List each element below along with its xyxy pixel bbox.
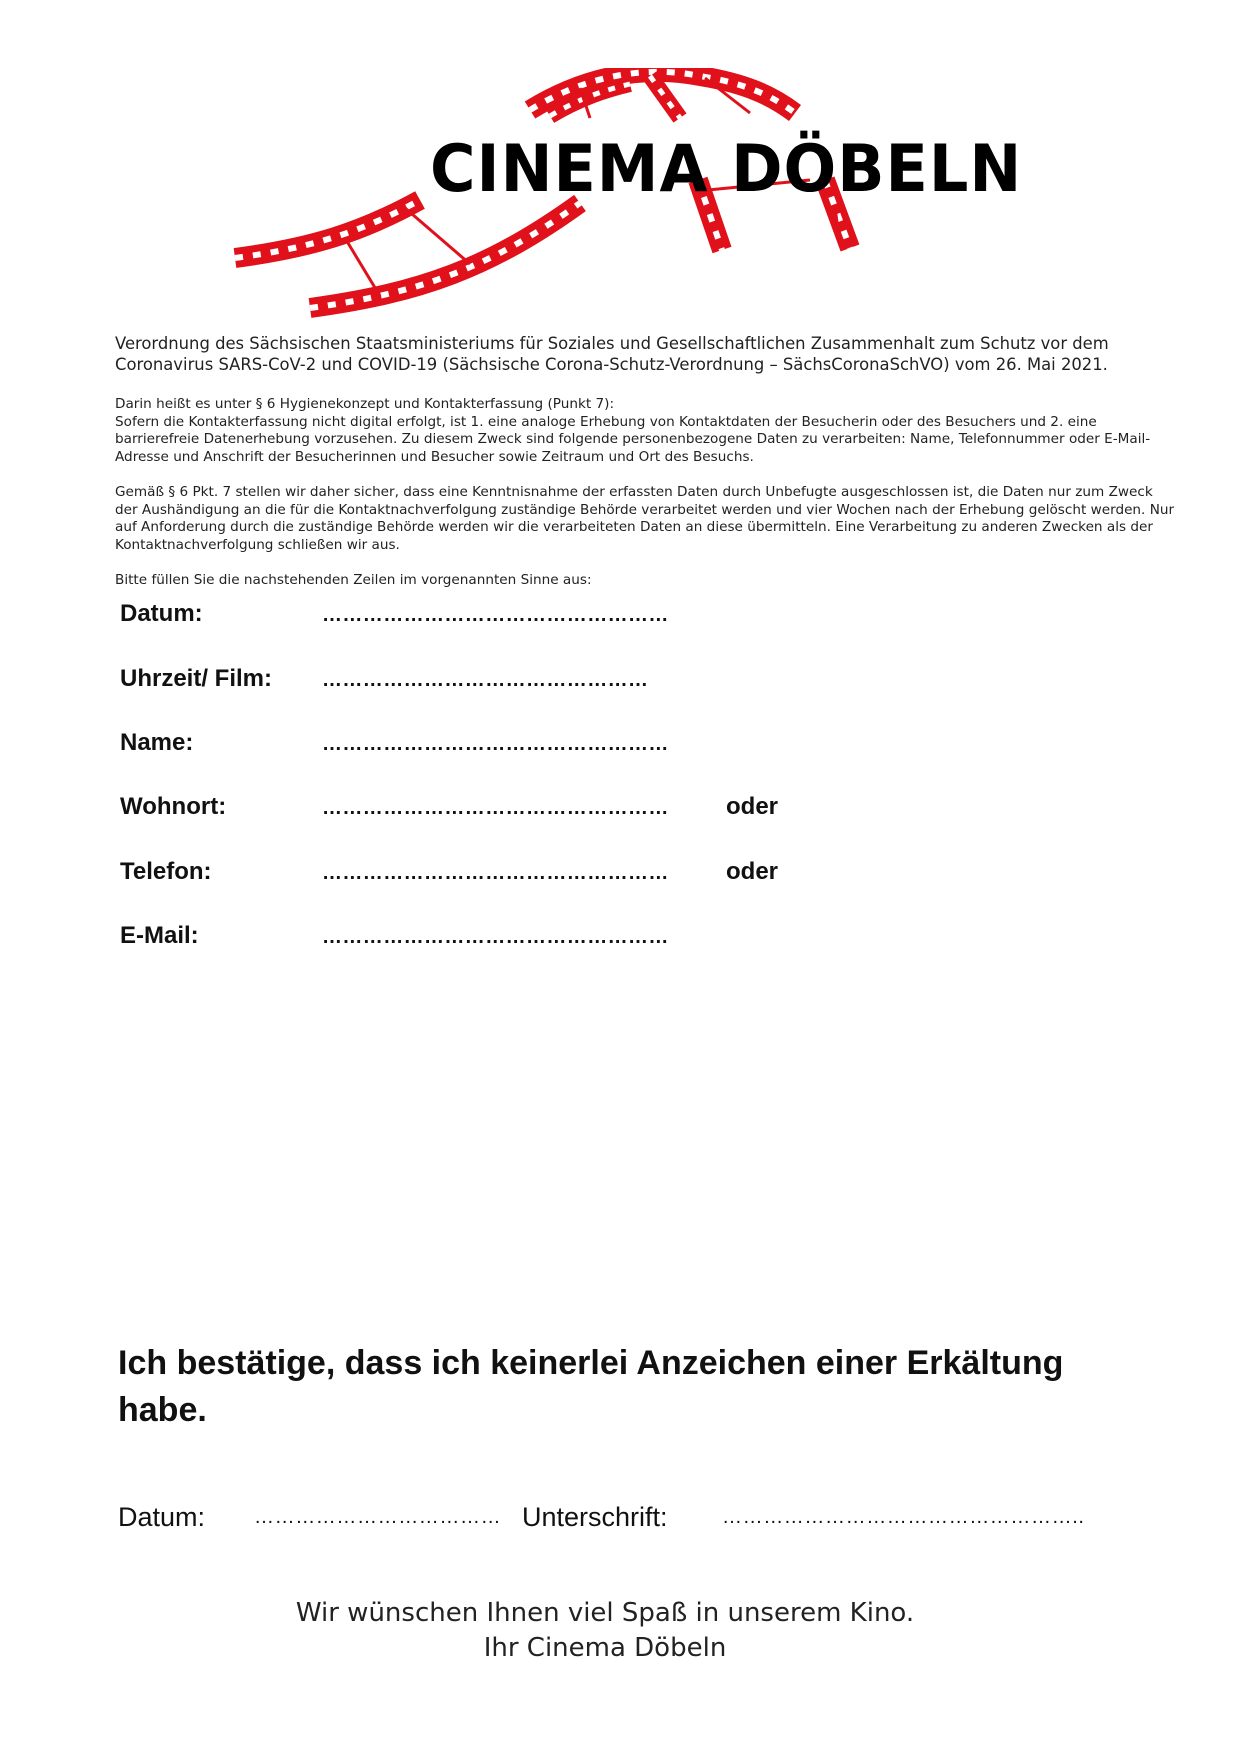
signature-label: Unterschrift:	[522, 1502, 668, 1532]
signature-line[interactable]: ……………………………………………..	[722, 1506, 1085, 1528]
closing-line-1: Wir wünschen Ihnen viel Spaß in unserem Kino.	[295, 1598, 915, 1628]
paragraph-instruction: Bitte füllen Sie die nachstehenden Zeilen im vorgenannten Sinne aus:	[115, 572, 592, 588]
field-label-uhrzeit-film: Uhrzeit/ Film:	[120, 665, 273, 692]
field-label-wohnort: Wohnort:	[120, 793, 227, 820]
logo-title: CINEMA DÖBELN	[430, 130, 1023, 207]
field-label-datum: Datum:	[120, 600, 203, 627]
field-or-telefon: oder	[726, 858, 779, 885]
closing-line-2: Ihr Cinema Döbeln	[483, 1633, 727, 1663]
field-line-datum[interactable]: ……………………………………………	[322, 604, 669, 626]
signature-date-label: Datum:	[118, 1502, 206, 1532]
intro-text: Verordnung des Sächsischen Staatsministeriums für Soziales und Gesellschaftlichen Zusammenhalt zum Schutz vor dem Coronavirus SARS-CoV-2 und COVID-19 (Sächsische Corona-Schutz-Verordnung – SächsCoronaSchVO) vom 26. Mai 2021.	[115, 334, 1109, 374]
cinema-logo	[230, 68, 1023, 330]
field-line-wohnort[interactable]: ……………………………………………	[322, 797, 669, 819]
field-line-email[interactable]: ……………………………………………	[322, 926, 669, 948]
field-line-telefon[interactable]: ……………………………………………	[322, 862, 669, 884]
paragraph-hygiene	[115, 396, 1175, 466]
field-label-telefon: Telefon:	[120, 858, 212, 885]
signature-date-line[interactable]: ………………………………	[254, 1506, 502, 1528]
field-label-email: E-Mail:	[120, 922, 199, 949]
field-or-wohnort: oder	[726, 793, 779, 820]
paragraph-hygiene-body: Sofern die Kontakterfassung nicht digital erfolgt, ist 1. eine analoge Erhebung von Kontaktdaten der Besucherin oder des Besuchers und 2. eine barrierefreie Datenerhebung vorzusehen. Zu diesem Zweck sind folgende personenbezogene Daten zu verarbeiten: Name, Telefonnummer oder E-Mail-Adresse und Anschrift der Besucherinnen und Besucher sowie Zeitraum und Ort des Besuchs.	[115, 413, 1151, 465]
paragraph-hygiene-heading: Darin heißt es unter § 6 Hygienekonzept und Kontakterfassung (Punkt 7):	[115, 396, 615, 412]
field-line-uhrzeit-film[interactable]: …………………………………………	[322, 669, 649, 691]
field-label-name: Name:	[120, 729, 194, 756]
paragraph-data-protection: Gemäß § 6 Pkt. 7 stellen wir daher sicher, dass eine Kenntnisnahme der erfassten Daten durch Unbefugte ausgeschlossen ist, die Daten nur zum Zweck der Aushändigung an die für die Kontaktnachverfolgung zuständige Behörde verarbeitet werden und vier Wochen nach der Erhebung gelöscht werden. Nur auf Anforderung durch die zuständige Behörde werden wir die verarbeiteten Daten an diese übermitteln. Eine Verarbeitung zu anderen Zwecken als der Kontaktnachverfolgung schließen wir aus.	[115, 484, 1175, 553]
field-line-name[interactable]: ……………………………………………	[322, 733, 669, 755]
confirmation-statement: Ich bestätige, dass ich keinerlei Anzeichen einer Erkältung habe.	[118, 1344, 1064, 1429]
